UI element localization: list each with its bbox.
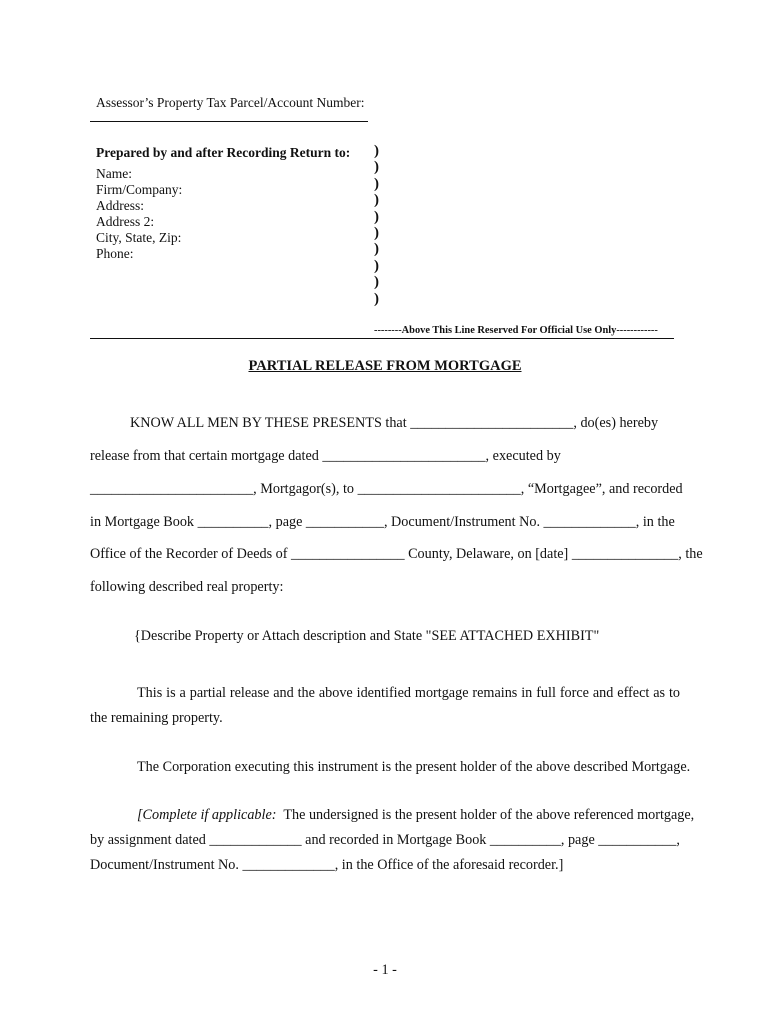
bracket: ): [374, 159, 379, 176]
reserved-line-text: --------Above This Line Reserved For Official Use Only------------: [374, 325, 658, 336]
describe-property-note: {Describe Property or Attach description and State "SEE ATTACHED EXHIBIT": [134, 628, 600, 644]
paragraph-1-line-6: following described real property:: [90, 579, 284, 595]
field-phone-label: Phone:: [96, 246, 134, 261]
bracket: ): [374, 241, 379, 258]
partial-release-line-1: This is a partial release and the above identified mortgage remains in full force and effect as to: [137, 685, 680, 701]
bracket: ): [374, 274, 379, 291]
assignment-line-1: [137, 807, 694, 824]
field-city-state-zip-label: City, State, Zip:: [96, 230, 182, 245]
bracket: ): [374, 175, 379, 192]
bracket-column: [374, 143, 386, 307]
bracket: ): [374, 208, 379, 225]
corporation-statement: The Corporation executing this instrument is the present holder of the above described Mortgage.: [137, 759, 691, 775]
paragraph-1-line-3: _______________________, Mortgagor(s), to _______________________, “Mortgagee”, and recorded: [90, 481, 683, 497]
page-number: - 1 -: [373, 962, 397, 978]
bracket: ): [374, 143, 379, 159]
bracket: ): [374, 257, 379, 274]
paragraph-1-line-2: release from that certain mortgage dated _______________________, executed by: [90, 448, 561, 464]
field-firm-label: Firm/Company:: [96, 182, 183, 197]
complete-if-applicable-label: [Complete if applicable:: [137, 807, 277, 823]
bracket: ): [374, 192, 379, 209]
field-address2-label: Address 2:: [96, 214, 155, 229]
prepared-by-label: Prepared by and after Recording Return to:: [96, 145, 351, 160]
parcel-number-underline: [90, 121, 368, 122]
bracket: ): [374, 224, 379, 241]
paragraph-1-line-5: Office of the Recorder of Deeds of ________________ County, Delaware, on [date] _______________, the: [90, 546, 703, 562]
assignment-line-2: by assignment dated _____________ and recorded in Mortgage Book __________, page ___________,: [90, 832, 680, 848]
field-address-label: Address:: [96, 198, 144, 213]
field-name-label: Name:: [96, 166, 132, 181]
reserved-line-rule: [90, 338, 674, 339]
parcel-number-label: Assessor’s Property Tax Parcel/Account Number:: [96, 95, 365, 110]
bracket: ): [374, 290, 379, 307]
assignment-line-1-text: The undersigned is the present holder of the above referenced mortgage,: [276, 807, 695, 823]
paragraph-1-line-4: in Mortgage Book __________, page ___________, Document/Instrument No. _____________, in the: [90, 514, 675, 530]
assignment-line-3: Document/Instrument No. _____________, in the Office of the aforesaid recorder.]: [90, 857, 564, 873]
partial-release-line-2: the remaining property.: [90, 710, 223, 726]
paragraph-1-line-1: KNOW ALL MEN BY THESE PRESENTS that _______________________, do(es) hereby: [130, 415, 659, 431]
document-title: PARTIAL RELEASE FROM MORTGAGE: [248, 358, 522, 374]
